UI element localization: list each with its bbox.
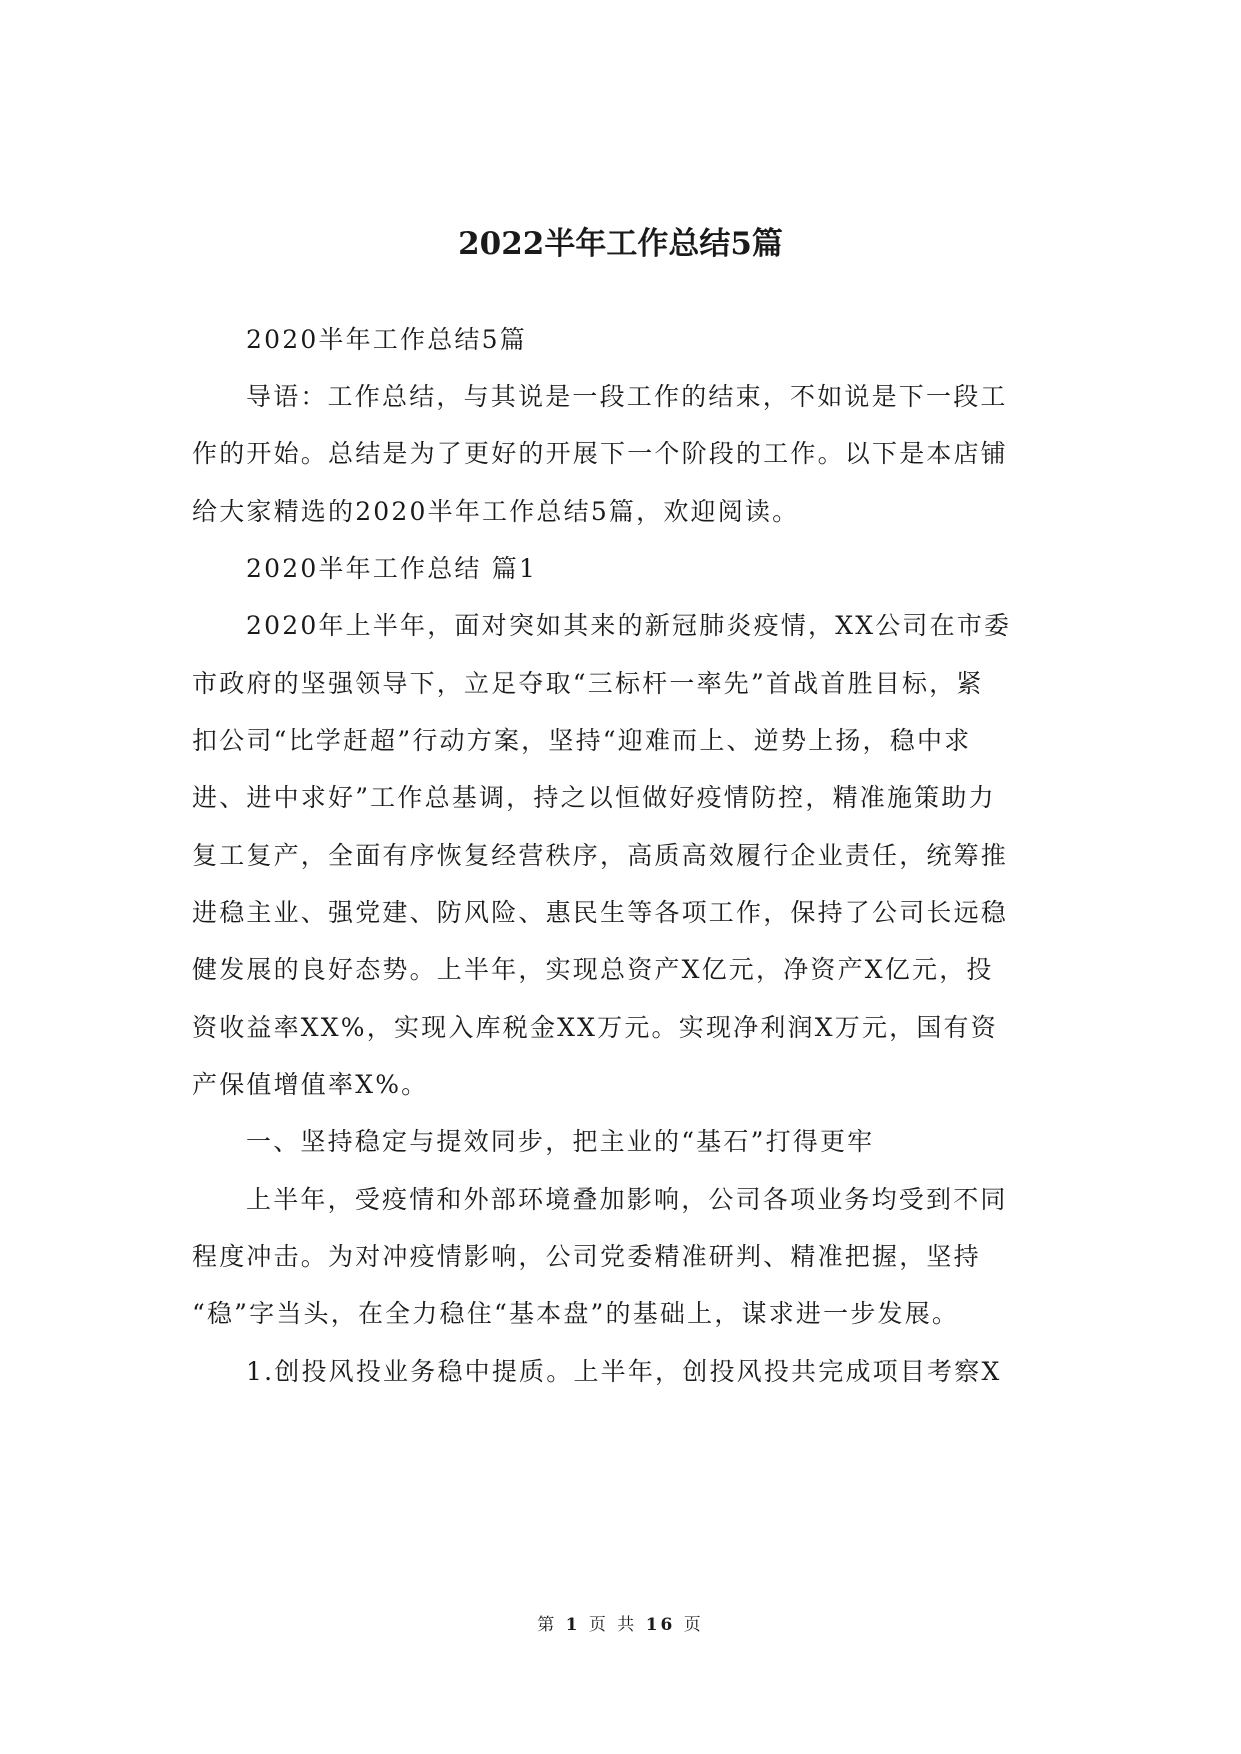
total-page-count: 16 <box>645 1615 676 1635</box>
paragraph-line: 1.创投风投业务稳中提质。上半年，创投风投共完成项目考察X <box>246 1357 1002 1386</box>
paragraph-line: 进稳主业、强党建、防风险、惠民生等各项工作，保持了公司长远稳 <box>192 898 1009 927</box>
paragraph-line: 给大家精选的2020半年工作总结5篇，欢迎阅读。 <box>192 497 800 526</box>
document-title: 2022半年工作总结5篇 <box>458 226 783 262</box>
paragraph-line: 健发展的良好态势。上半年，实现总资产X亿元，净资产X亿元，投 <box>192 955 994 984</box>
subtitle-line: 2020半年工作总结5篇 <box>246 325 527 354</box>
paragraph-line: 市政府的坚强领导下，立足夺取“三标杆一率先”首战首胜目标，紧 <box>192 669 984 698</box>
footer-middle: 页 共 <box>588 1615 638 1635</box>
paragraph-line: 导语：工作总结，与其说是一段工作的结束，不如说是下一段工 <box>246 382 1008 411</box>
footer-prefix: 第 <box>537 1615 558 1635</box>
paragraph-line: 进、进中求好”工作总基调，持之以恒做好疫情防控，精准施策助力 <box>192 783 996 812</box>
paragraph-line: “稳”字当头，在全力稳住“基本盘”的基础上，谋求进一步发展。 <box>192 1299 960 1328</box>
page-footer <box>0 1613 1241 1637</box>
section-heading: 一、坚持稳定与提效同步，把主业的“基石”打得更牢 <box>246 1127 875 1156</box>
paragraph-line: 作的开始。总结是为了更好的开展下一个阶段的工作。以下是本店铺 <box>192 439 1009 468</box>
current-page-number: 1 <box>565 1615 581 1635</box>
footer-suffix: 页 <box>683 1615 704 1635</box>
paragraph-line: 2020年上半年，面对突如其来的新冠肺炎疫情，XX公司在市委 <box>246 611 1012 640</box>
paragraph-line: 资收益率XX%，实现入库税金XX万元。实现净利润X万元，国有资 <box>192 1013 998 1042</box>
paragraph-line: 扣公司“比学赶超”行动方案，坚持“迎难而上、逆势上扬，稳中求 <box>192 726 972 755</box>
paragraph-line: 程度冲击。为对冲疫情影响，公司党委精准研判、精准把握，坚持 <box>192 1242 981 1271</box>
paragraph-line: 上半年，受疫情和外部环境叠加影响，公司各项业务均受到不同 <box>246 1185 1008 1214</box>
paragraph-line: 复工复产，全面有序恢复经营秩序，高质高效履行企业责任，统筹推 <box>192 841 1009 870</box>
paragraph-line: 产保值增值率X%。 <box>192 1070 429 1099</box>
section-heading: 2020半年工作总结 篇1 <box>246 554 538 583</box>
